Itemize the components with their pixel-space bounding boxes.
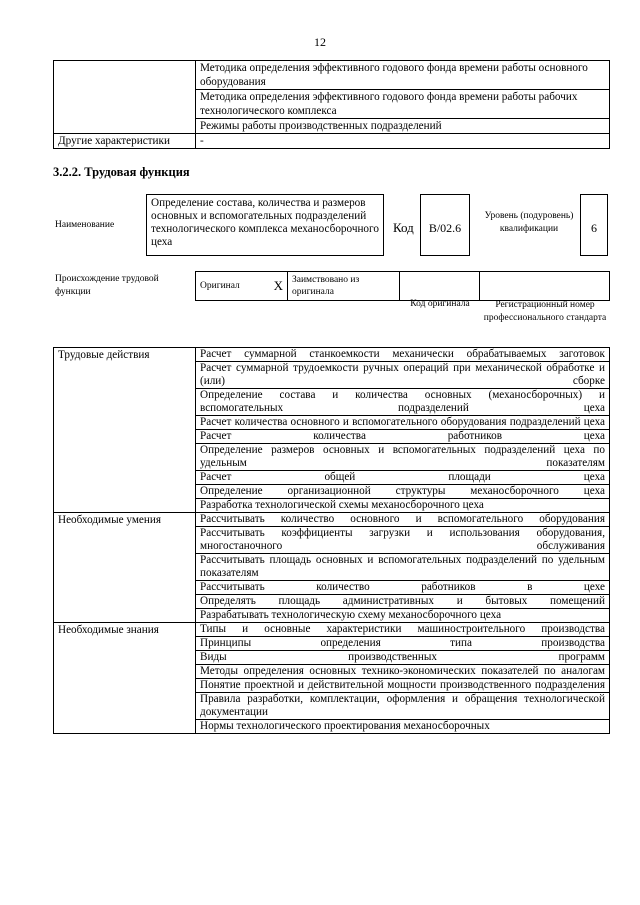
top-table-desc-cell: Методика определения эффективного годового фонда времени работы основного оборудования — [196, 61, 610, 90]
item-cell: Типы и основные характеристики машиностроительного производства — [196, 623, 610, 637]
item-cell: Принципы определения типа производства — [196, 637, 610, 651]
item-cell: Расчет количества основного и вспомогательного оборудования подразделений цеха — [196, 416, 610, 430]
item-cell: Определение организационной структуры механосборочного цеха — [196, 485, 610, 499]
top-table-desc-cell: Режимы работы производственных подразделений — [196, 119, 610, 134]
top-table-label-cell: Другие характеристики — [54, 134, 196, 149]
item-cell: Разработка технологической схемы механосборочного цеха — [196, 499, 610, 513]
section-title-cell: Трудовые действия — [54, 348, 196, 513]
origin-original-mark: X — [273, 278, 283, 293]
main-table — [53, 347, 610, 734]
level-box: 6 — [580, 194, 608, 256]
name-label: Наименование — [55, 220, 115, 230]
code-box: B/02.6 — [420, 194, 470, 256]
reg-number-caption: Регистрационный номер профессионального стандарта — [483, 300, 607, 323]
item-cell: Нормы технологического проектирования механосборочных — [196, 720, 610, 734]
level-label: Уровень (подуровень) квалификации — [484, 211, 574, 234]
item-cell: Рассчитывать коэффициенты загрузки и использования оборудования, многостаночного обслуживания — [196, 527, 610, 554]
main-table-row — [54, 348, 610, 362]
item-cell: Рассчитывать количество основного и вспомогательного оборудования — [196, 513, 610, 527]
item-cell: Расчет суммарной станкоемкости механически обрабатываемых заготовок — [196, 348, 610, 362]
item-cell: Правила разработки, комплектации, оформления и обращения технологической документации — [196, 693, 610, 720]
origin-borrowed-cell: Заимствовано из оригинала — [288, 272, 400, 301]
item-cell: Рассчитывать площадь основных и вспомогательных подразделений по удельным показателям — [196, 554, 610, 581]
item-cell: Определение состава и количества основных (механосборочных) и вспомогательных подразделений цеха — [196, 389, 610, 416]
section-heading: 3.2.2. Трудовая функция — [53, 165, 190, 179]
section-title-cell: Необходимые знания — [54, 623, 196, 734]
item-cell: Определение размеров основных и вспомогательных подразделений цеха по удельным показателям — [196, 444, 610, 471]
item-cell: Понятие проектной и действительной мощности производственного подразделения — [196, 679, 610, 693]
item-cell: Определять площадь административных и бытовых помещений — [196, 595, 610, 609]
origin-original-label: Оригинал — [200, 281, 240, 291]
page-number: 12 — [314, 35, 326, 49]
function-name-box: Определение состава, количества и размеров основных и вспомогательных подразделений технологического комплекса механосборочного цеха — [146, 194, 384, 256]
top-table-desc-cell: - — [196, 134, 610, 149]
item-cell: Расчет количества работников цеха — [196, 430, 610, 444]
item-cell: Рассчитывать количество работников в цехе — [196, 581, 610, 595]
item-cell: Методы определения основных технико-экономических показателей по аналогам — [196, 665, 610, 679]
origin-label: Происхождение трудовой функции — [55, 274, 159, 297]
code-label: Код — [393, 220, 414, 235]
main-table-row — [54, 623, 610, 637]
top-table-desc-cell: Методика определения эффективного годового фонда времени работы рабочих технологического комплекса — [196, 90, 610, 119]
item-cell: Разрабатывать технологическую схему механосборочного цеха — [196, 609, 610, 623]
item-cell: Виды производственных программ — [196, 651, 610, 665]
item-cell: Расчет общей площади цеха — [196, 471, 610, 485]
item-cell: Расчет суммарной трудоемкости ручных операций при механической обработке и (или) сборке — [196, 362, 610, 389]
code-original-caption: Код оригинала — [410, 299, 470, 309]
main-table-row — [54, 513, 610, 527]
section-title-cell: Необходимые умения — [54, 513, 196, 623]
